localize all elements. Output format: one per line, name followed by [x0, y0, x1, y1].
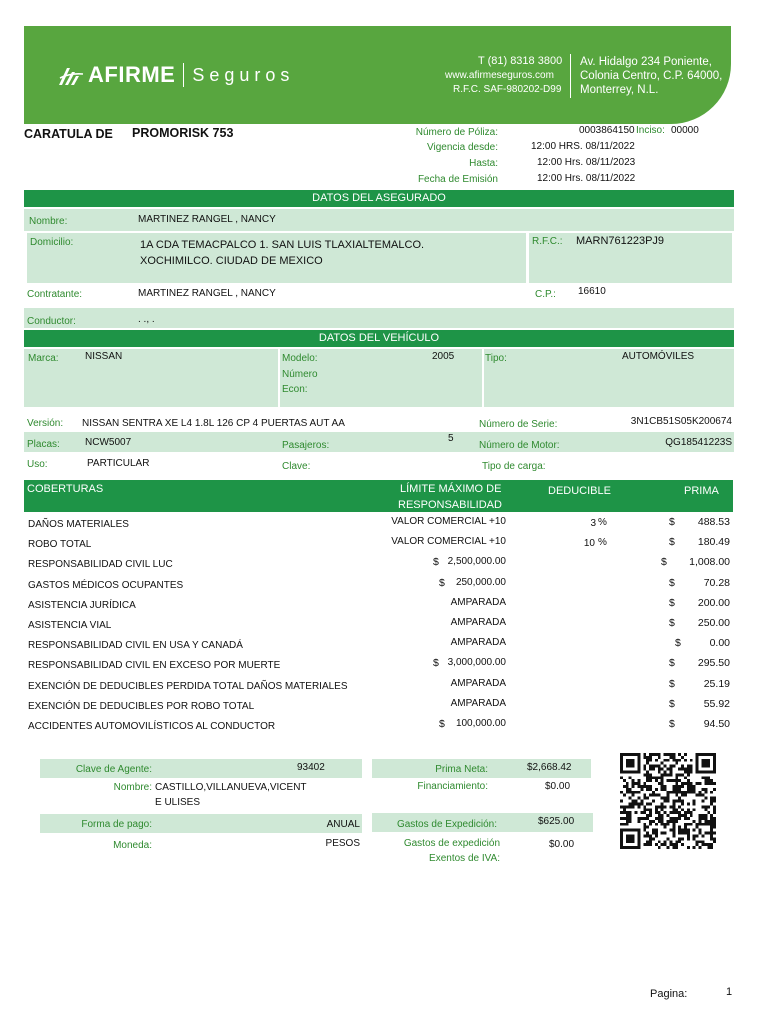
- deductible-value: 10: [583, 538, 595, 549]
- limit-currency: $: [433, 556, 439, 568]
- prima-currency: $: [669, 536, 675, 548]
- coberturas-header: [24, 480, 733, 512]
- prima-value: 70.28: [703, 577, 730, 589]
- header-address-1: Av. Hidalgo 234 Poniente,: [580, 56, 712, 68]
- hasta-label: Hasta:: [469, 158, 498, 169]
- prima-currency: $: [661, 556, 667, 568]
- contratante-label: Contratante:: [27, 289, 83, 300]
- col-limite-2: RESPONSABILIDAD: [398, 499, 502, 511]
- motor-value: QG18541223S: [665, 437, 732, 448]
- col-coberturas: COBERTURAS: [27, 483, 104, 495]
- afirme-logo-mark-icon: [58, 64, 84, 86]
- agente-nombre-line-2: E ULISES: [155, 797, 201, 808]
- cp-value: 16610: [578, 286, 606, 297]
- tipo-box: [484, 349, 734, 407]
- conductor-label: Conductor:: [27, 316, 76, 327]
- coverage-limit: AMPARADA: [450, 617, 506, 628]
- limit-currency: $: [439, 718, 445, 730]
- coverage-limit: AMPARADA: [450, 698, 506, 709]
- emision-label: Fecha de Emisión: [417, 174, 498, 185]
- placas-value: NCW5007: [85, 437, 132, 448]
- prima-currency: $: [669, 657, 675, 669]
- coverage-limit: VALOR COMERCIAL +10: [391, 516, 506, 527]
- vigencia-value: 12:00 HRS. 08/11/2022: [531, 141, 635, 152]
- forma-pago-value: ANUAL: [326, 819, 360, 830]
- domicilio-line-1: 1A CDA TEMACPALCO 1. SAN LUIS TLAXIALTEMALCO.: [140, 239, 425, 251]
- logo-separator: [183, 63, 184, 87]
- motor-label: Número de Motor:: [479, 440, 560, 451]
- domicilio-line-2: XOCHIMILCO. CIUDAD DE MEXICO: [140, 255, 323, 267]
- deductible-value: 3: [590, 518, 596, 529]
- header-phone: T (81) 8318 3800: [478, 55, 563, 67]
- coverage-name: RESPONSABILIDAD CIVIL EN EXCESO POR MUERTE: [28, 660, 281, 671]
- clave-agente-label: Clave de Agente:: [75, 764, 152, 775]
- inciso-label: Inciso:: [636, 125, 665, 136]
- logo-subtitle: Seguros: [192, 64, 295, 85]
- prima-neta-label: Prima Neta:: [435, 764, 488, 775]
- coverage-name: ACCIDENTES AUTOMOVILÍSTICOS AL CONDUCTOR: [28, 721, 276, 732]
- conductor-row-bg: [24, 308, 734, 328]
- caratula-label: CARATULA DE: [24, 127, 113, 141]
- pagina-value: 1: [726, 986, 733, 998]
- tipo-label: Tipo:: [485, 353, 507, 364]
- coverage-name: EXENCIÓN DE DEDUCIBLES POR ROBO TOTAL: [28, 701, 255, 712]
- prima-value: 180.49: [697, 536, 730, 548]
- conductor-value: . ., .: [138, 314, 155, 325]
- serie-value: 3N1CB51S05K200674: [630, 416, 732, 427]
- coverage-name: EXENCIÓN DE DEDUCIBLES PERDIDA TOTAL DAÑOS MATERIALES: [28, 681, 348, 692]
- coverage-name: ASISTENCIA JURÍDICA: [28, 600, 136, 611]
- limit-currency: $: [433, 657, 439, 669]
- poliza-value: 0003864150: [579, 125, 635, 136]
- prima-value: 94.50: [703, 718, 730, 730]
- agente-nombre-line-1: CASTILLO,VILLANUEVA,VICENT: [155, 782, 307, 793]
- header-address-3: Monterrey, N.L.: [580, 84, 659, 96]
- financiamiento-value: $0.00: [545, 781, 571, 792]
- version-label: Versión:: [27, 418, 64, 429]
- rfc-label: R.F.C.:: [532, 236, 563, 247]
- prima-currency: $: [669, 678, 675, 690]
- gastos-expedicion-value: $625.00: [538, 816, 575, 827]
- hasta-value: 12:00 Hrs. 08/11/2023: [537, 157, 636, 168]
- afirme-logo: [58, 62, 294, 88]
- coverage-limit: AMPARADA: [450, 597, 506, 608]
- econ-label: Econ:: [282, 384, 308, 395]
- prima-value: 55.92: [703, 698, 730, 710]
- vehiculo-section-title: DATOS DEL VEHÍCULO: [24, 330, 734, 347]
- marca-box: [24, 349, 278, 407]
- clave-label: Clave:: [282, 461, 311, 472]
- pagina-label: Pagina:: [650, 988, 688, 1000]
- deductible-percent: %: [598, 537, 607, 548]
- prima-value: 0.00: [709, 637, 730, 649]
- coverage-name: ASISTENCIA VIAL: [28, 620, 112, 631]
- prima-currency: $: [669, 597, 675, 609]
- uso-value: PARTICULAR: [87, 458, 150, 469]
- exentos-value: $0.00: [549, 839, 575, 850]
- tipo-value: AUTOMÓVILES: [622, 351, 695, 362]
- header-rfc: R.F.C. SAF-980202-D99: [453, 84, 562, 95]
- prima-value: 250.00: [697, 617, 730, 629]
- prima-currency: $: [669, 617, 675, 629]
- prima-value: 488.53: [697, 516, 730, 528]
- prima-currency: $: [669, 718, 675, 730]
- serie-label: Número de Serie:: [479, 419, 558, 430]
- coverage-name: RESPONSABILIDAD CIVIL EN USA Y CANADÁ: [28, 640, 243, 651]
- header-web[interactable]: www.afirmeseguros.com: [445, 70, 554, 81]
- coverage-limit: AMPARADA: [450, 678, 506, 689]
- modelo-label: Modelo:: [282, 353, 318, 364]
- emision-value: 12:00 Hrs. 08/11/2022: [537, 173, 636, 184]
- coverage-limit: AMPARADA: [450, 637, 506, 648]
- carga-label: Tipo de carga:: [482, 461, 546, 472]
- prima-currency: $: [675, 637, 681, 649]
- prima-currency: $: [669, 698, 675, 710]
- gastos-expedicion-label: Gastos de Expedición:: [396, 819, 497, 830]
- header-separator: [570, 54, 571, 98]
- version-value: NISSAN SENTRA XE L4 1.8L 126 CP 4 PUERTAS AUT AA: [82, 418, 345, 429]
- exentos-label-2: Exentos de IVA:: [429, 853, 500, 864]
- nombre-value: MARTINEZ RANGEL , NANCY: [138, 214, 276, 225]
- cp-label: C.P.:: [535, 289, 556, 300]
- col-deducible: DEDUCIBLE: [548, 485, 611, 497]
- coverage-limit: 250,000.00: [455, 577, 506, 588]
- nombre-label: Nombre:: [29, 216, 68, 227]
- deductible-percent: %: [598, 517, 607, 528]
- prima-neta-value: $2,668.42: [527, 762, 572, 773]
- placas-label: Placas:: [27, 439, 60, 450]
- coverage-name: RESPONSABILIDAD CIVIL LUC: [28, 559, 173, 570]
- domicilio-label: Domicilio:: [30, 237, 74, 248]
- marca-label: Marca:: [28, 353, 59, 364]
- col-limite-1: LÍMITE MÁXIMO DE: [400, 483, 502, 495]
- rfc-value: MARN761223PJ9: [576, 235, 665, 247]
- header-address-2: Colonia Centro, C.P. 64000,: [580, 70, 723, 82]
- exentos-label-1: Gastos de expedición: [403, 838, 500, 849]
- logo-name: AFIRME: [88, 62, 176, 87]
- coverage-limit: VALOR COMERCIAL +10: [391, 536, 506, 547]
- asegurado-section-title: DATOS DEL ASEGURADO: [24, 190, 734, 207]
- prima-value: 200.00: [697, 597, 730, 609]
- coverage-name: GASTOS MÉDICOS OCUPANTES: [28, 580, 184, 591]
- prima-value: 25.19: [703, 678, 730, 690]
- prima-currency: $: [669, 516, 675, 528]
- forma-pago-label: Forma de pago:: [81, 819, 152, 830]
- coverage-limit: 2,500,000.00: [447, 556, 506, 567]
- pasajeros-label: Pasajeros:: [282, 440, 330, 451]
- prima-currency: $: [669, 577, 675, 589]
- contratante-value: MARTINEZ RANGEL , NANCY: [138, 288, 276, 299]
- coverage-name: ROBO TOTAL: [28, 539, 92, 550]
- coverage-limit: 100,000.00: [455, 718, 506, 729]
- clave-agente-value: 93402: [297, 762, 325, 773]
- limit-currency: $: [439, 577, 445, 589]
- product-name: PROMORISK 753: [132, 126, 234, 140]
- financiamiento-label: Financiamiento:: [417, 781, 488, 792]
- uso-label: Uso:: [27, 459, 48, 470]
- modelo-value: 2005: [432, 351, 455, 362]
- prima-value: 1,008.00: [689, 556, 730, 568]
- moneda-value: PESOS: [325, 838, 360, 849]
- col-prima: PRIMA: [684, 485, 719, 497]
- inciso-value: 00000: [671, 125, 699, 136]
- nombre-row-bg: [24, 209, 734, 231]
- agente-nombre-label: Nombre:: [113, 782, 152, 793]
- coverage-name: DAÑOS MATERIALES: [28, 519, 129, 530]
- moneda-label: Moneda:: [113, 840, 152, 851]
- qr-code-icon: [620, 753, 716, 849]
- coverage-limit: 3,000,000.00: [447, 657, 506, 668]
- prima-value: 295.50: [697, 657, 730, 669]
- vigencia-label: Vigencia desde:: [427, 142, 498, 153]
- marca-value: NISSAN: [85, 351, 123, 362]
- poliza-label: Número de Póliza:: [415, 127, 498, 138]
- pasajeros-value: 5: [448, 433, 454, 444]
- numero-label: Número: [282, 369, 318, 380]
